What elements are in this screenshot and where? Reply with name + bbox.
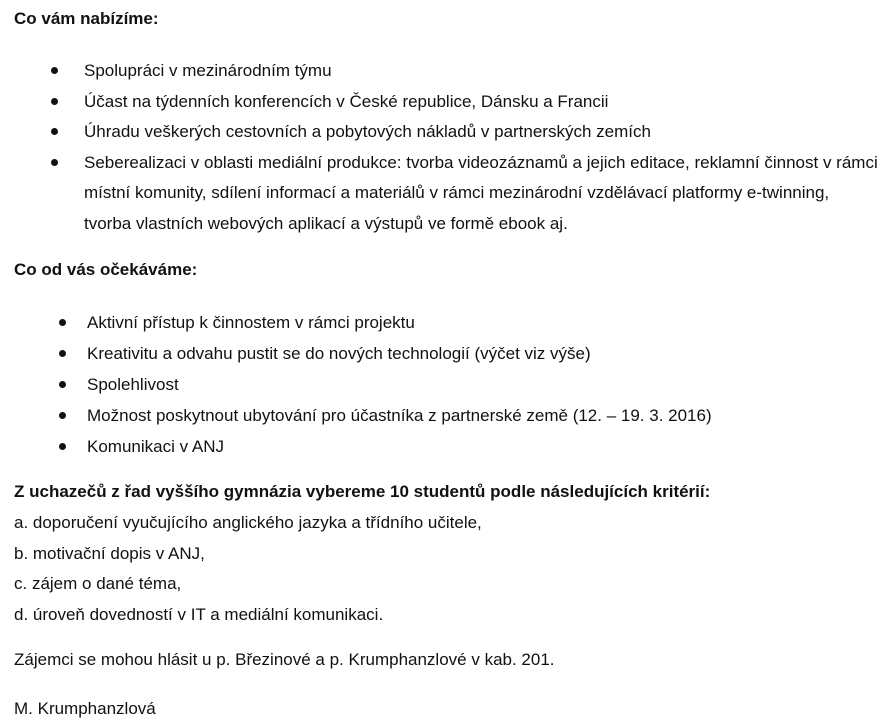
offer-list bbox=[84, 56, 880, 239]
list-item bbox=[84, 148, 880, 240]
bullet-icon bbox=[51, 128, 58, 135]
bullet-icon bbox=[59, 319, 66, 326]
bullet-icon bbox=[59, 350, 66, 357]
list-item bbox=[87, 431, 877, 462]
criteria-list bbox=[14, 508, 482, 630]
list-item bbox=[84, 56, 880, 87]
list-item-text: Spolehlivost bbox=[87, 375, 179, 394]
list-item bbox=[87, 400, 877, 431]
expect-heading: Co od vás očekáváme: bbox=[14, 260, 198, 279]
bullet-icon bbox=[51, 98, 58, 105]
offer-heading: Co vám nabízíme: bbox=[14, 9, 159, 28]
list-item-text: Kreativitu a odvahu pustit se do nových technologií (výčet viz výše) bbox=[87, 344, 591, 363]
bullet-icon bbox=[59, 443, 66, 450]
list-item bbox=[84, 117, 880, 148]
criteria-item: b. motivační dopis v ANJ, bbox=[14, 543, 205, 563]
list-item-text: Komunikaci v ANJ bbox=[87, 437, 224, 456]
list-item-text: Aktivní přístup k činnostem v rámci projektu bbox=[87, 313, 415, 332]
bullet-icon bbox=[59, 412, 66, 419]
bullet-icon bbox=[59, 381, 66, 388]
selection-heading: Z uchazečů z řad vyššího gymnázia vybereme 10 studentů podle následujících kritérií: bbox=[14, 482, 711, 501]
signature: M. Krumphanzlová bbox=[14, 699, 156, 718]
criteria-item: c. zájem o dané téma, bbox=[14, 574, 182, 593]
bullet-icon bbox=[51, 67, 58, 74]
list-item bbox=[84, 87, 880, 118]
list-item-text: Spolupráci v mezinárodním týmu bbox=[84, 61, 332, 80]
expect-list bbox=[87, 307, 877, 462]
list-item-text: Účast na týdenních konferencích v České republice, Dánsku a Francii bbox=[84, 91, 609, 111]
list-item bbox=[87, 369, 877, 400]
list-item bbox=[87, 338, 877, 369]
criteria-item: d. úroveň dovedností v IT a mediální komunikaci. bbox=[14, 604, 384, 624]
bullet-icon bbox=[51, 159, 58, 166]
contact-text: Zájemci se mohou hlásit u p. Březinové a p. Krumphanzlové v kab. 201. bbox=[14, 650, 555, 669]
list-item bbox=[87, 307, 877, 338]
list-item-text: Možnost poskytnout ubytování pro účastníka z partnerské země (12. – 19. 3. 2016) bbox=[87, 406, 712, 425]
criteria-item: a. doporučení vyučujícího anglického jazyka a třídního učitele, bbox=[14, 513, 482, 532]
list-item-text: Úhradu veškerých cestovních a pobytových nákladů v partnerských zemích bbox=[84, 122, 651, 141]
list-item-text: Seberealizaci v oblasti mediální produkce: tvorba videozáznamů a jejich editace, reklamní činnost v rámci místní komunity, sdílení informací a materiálů v rámci mezinárodní vzdělávací platformy e-twinning, tvorba vlastních webových aplikací a výstupů ve formě ebook aj. bbox=[84, 152, 878, 233]
